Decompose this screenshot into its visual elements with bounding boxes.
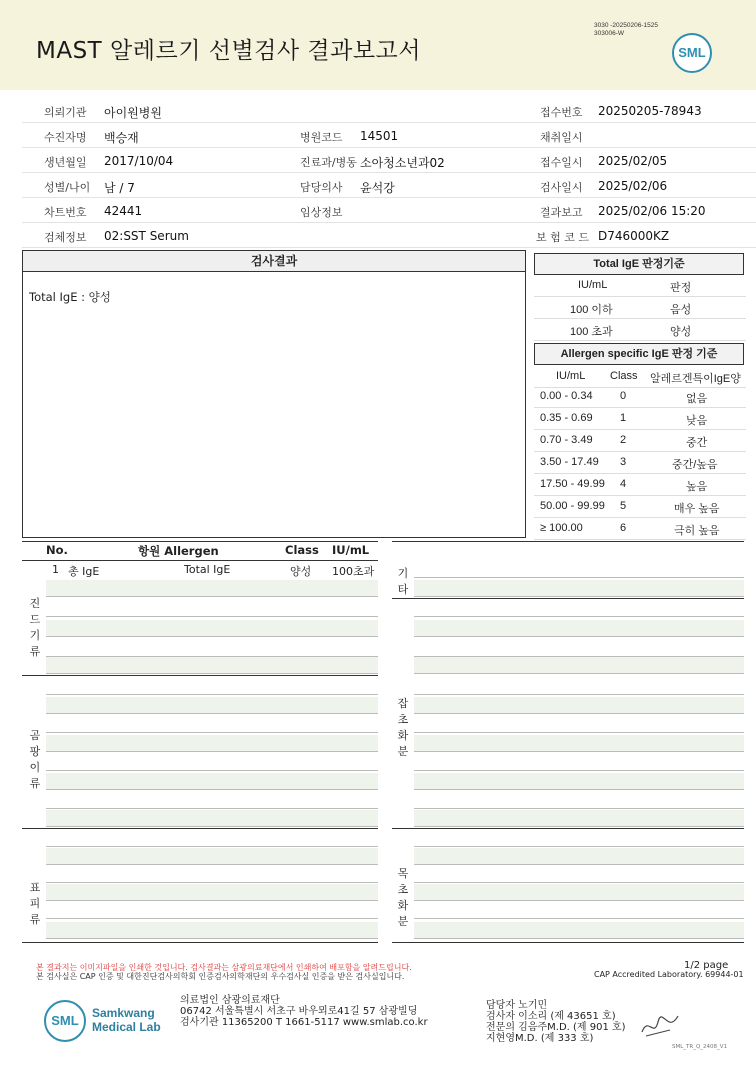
criteria-row: 0.70 - 3.49 2 중간: [534, 430, 746, 452]
epi-row: [46, 922, 378, 939]
cap-accreditation: CAP Accredited Laboratory. 69944-01: [594, 970, 744, 979]
mite-row: [46, 657, 378, 674]
col-class: Class: [285, 543, 319, 557]
criteria-row: 100 초과 양성: [534, 319, 746, 341]
mold-section-end: [22, 828, 378, 829]
mold-row: [46, 773, 378, 790]
epi-row: [46, 884, 378, 901]
weed-row: [414, 620, 744, 637]
info-row: 차트번호 42441 임상정보 결과보고 2025/02/06 15:20: [22, 198, 756, 223]
weed-row: [414, 657, 744, 674]
result-text: Total IgE : 양성: [29, 290, 111, 304]
staff-list: 담당자 노기민 검사자 이소리 (제 43651 호) 전문의 김음주M.D. (제 901 호) 지현영M.D. (제 333 호): [486, 1000, 626, 1044]
col-iu: IU/mL: [332, 543, 370, 557]
epi-row: [46, 830, 378, 847]
grass-row: [414, 884, 744, 901]
page-number: 1/2 page: [684, 960, 729, 971]
etc-row: [414, 561, 744, 578]
mold-row: [46, 697, 378, 714]
mite-section-end: [22, 675, 378, 676]
sml-logo-bottom: SML: [44, 1000, 86, 1042]
category-mold: 곰팡이류: [29, 729, 41, 790]
grass-row: [414, 866, 744, 883]
signature-icon: [640, 1010, 680, 1040]
report-title: MAST 알레르기 선별검사 결과보고서: [36, 38, 421, 64]
etc-row: [414, 580, 744, 597]
table-row: 1 총 IgE Total IgE 양성 100초과: [52, 563, 375, 578]
sml-logo: SML: [672, 33, 712, 73]
grass-row: [414, 922, 744, 939]
weed-row: [414, 773, 744, 790]
etc-section-end: [392, 598, 744, 599]
footer-note: 본 결과지는 이미지파일을 인쇄한 것입니다. 검사결과는 삼광의료재단에서 인쇄하여 배포함을 알려드립니다. 본 검사실은 CAP 인증 및 대한진단검사의학회 인증검사의학재단의 우수검사실 인증을 받은 검사실입니다.: [36, 963, 412, 981]
weed-row: [414, 640, 744, 657]
weed-row: [414, 792, 744, 809]
document-code: SML_TR_Q_2408_V1: [672, 1044, 728, 1050]
category-mite: 진드기류: [29, 597, 41, 658]
weed-row: [414, 810, 744, 827]
total-ige-criteria-title: Total IgE 판정기준: [534, 253, 744, 275]
info-row: 생년월일 2017/10/04 진료과/병동 소아청소년과02 접수일시 2025/02/05: [22, 148, 756, 173]
report-header: [0, 0, 756, 90]
weed-row: [414, 678, 744, 695]
criteria-row: 0.00 - 0.34 0 없음: [534, 386, 746, 408]
criteria-header-row: IU/mL 판정: [534, 275, 746, 297]
weed-row: [414, 716, 744, 733]
col-allergen: 항원 Allergen: [138, 544, 219, 558]
info-row: 성별/나이 남 / 7 담당의사 윤석강 검사일시 2025/02/06: [22, 173, 756, 198]
mite-row: [46, 580, 378, 597]
weed-row: [414, 735, 744, 752]
report-code: 3030 -20250206-1525 303006-W: [594, 22, 658, 37]
info-row: 의뢰기관 아이원병원 접수번호 20250205-78943: [22, 98, 756, 123]
epi-row: [46, 902, 378, 919]
mite-row: [46, 620, 378, 637]
criteria-row: 17.50 - 49.99 4 높음: [534, 474, 746, 496]
table-top-border-right: [392, 541, 744, 542]
mold-row: [46, 716, 378, 733]
criteria-header-row: IU/mL Class 알레르겐특이IgE양: [534, 366, 746, 388]
table-top-border: [22, 541, 378, 542]
mold-row: [46, 754, 378, 771]
weed-section-end: [392, 828, 744, 829]
weed-row: [414, 754, 744, 771]
lab-address: 의료법인 삼광의료재단 06742 서울특별시 서초구 바우뫼로41길 57 삼광빌딩 검사기관 11365200 T 1661-5117 www.smlab.co.kr: [180, 995, 428, 1028]
epi-row: [46, 866, 378, 883]
criteria-row: 3.50 - 17.49 3 중간/높음: [534, 452, 746, 474]
criteria-row: 0.35 - 0.69 1 낮음: [534, 408, 746, 430]
epi-row: [46, 848, 378, 865]
result-heading: 검사결과: [23, 251, 525, 272]
mold-row: [46, 735, 378, 752]
table-bottom-border: [22, 942, 378, 943]
mite-row: [46, 640, 378, 657]
mold-row: [46, 678, 378, 695]
mold-row: [46, 810, 378, 827]
criteria-row: 100 이하 음성: [534, 297, 746, 319]
category-etc: 기타: [397, 567, 409, 596]
mite-row: [46, 600, 378, 617]
info-row: 수진자명 백승재 병원코드 14501 채취일시: [22, 123, 756, 148]
category-epidermal: 표피류: [29, 881, 41, 926]
grass-row: [414, 902, 744, 919]
brand-name: Samkwang Medical Lab: [92, 1006, 161, 1034]
criteria-row: ≥ 100.00 6 극히 높음: [534, 518, 746, 540]
category-grass: 목초화분: [397, 867, 409, 928]
result-box: [22, 250, 526, 538]
specific-ige-criteria-title: Allergen specific IgE 판정 기준: [534, 343, 744, 365]
criteria-row: 50.00 - 99.99 5 매우 높음: [534, 496, 746, 518]
col-no: No.: [46, 543, 68, 557]
grass-row: [414, 848, 744, 865]
info-row: 검체정보 02:SST Serum 보 험 코 드 D746000KZ: [22, 223, 756, 248]
grass-row: [414, 830, 744, 847]
mold-row: [46, 792, 378, 809]
table-bottom-border-right: [392, 942, 744, 943]
weed-row: [414, 600, 744, 617]
category-weed: 잡초화분: [397, 697, 409, 758]
weed-row: [414, 697, 744, 714]
